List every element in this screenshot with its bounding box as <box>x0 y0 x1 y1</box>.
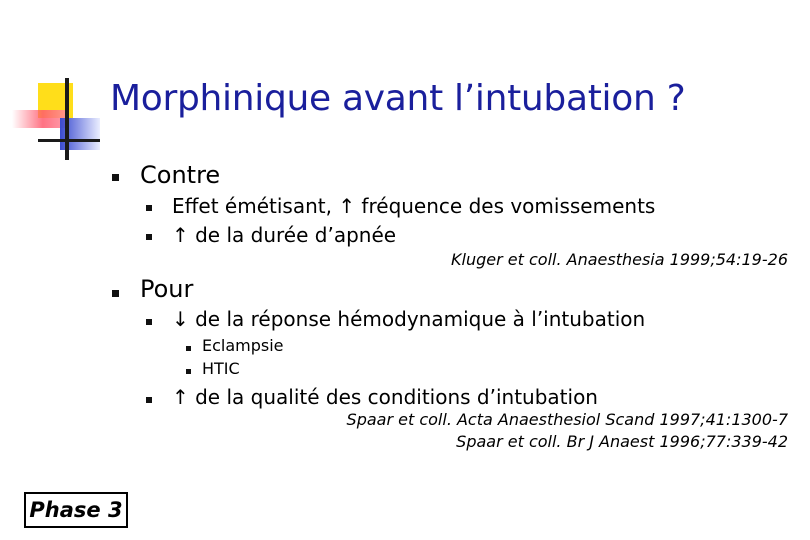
pour-subitem: HTIC <box>202 359 240 378</box>
bullet-icon <box>146 205 152 211</box>
slide-title: Morphinique avant l’intubation ? <box>110 78 686 119</box>
pour-subitem: Eclampsie <box>202 336 284 355</box>
pour-item: ↑ de la qualité des conditions d’intubation <box>172 385 598 409</box>
logo-horizontal-line <box>38 139 100 142</box>
bullet-icon <box>186 369 191 374</box>
pour-heading: Pour <box>140 275 194 303</box>
contre-item: Effet émétisant, ↑ fréquence des vomissements <box>172 194 656 218</box>
bullet-icon <box>146 234 152 240</box>
contre-heading: Contre <box>140 161 221 189</box>
phase-badge: Phase 3 <box>24 492 128 528</box>
bullet-icon <box>146 319 152 325</box>
contre-reference: Kluger et coll. Anaesthesia 1999;54:19-26 <box>451 250 788 269</box>
logo-vertical-line <box>65 78 69 160</box>
pour-item: ↓ de la réponse hémodynamique à l’intubation <box>172 307 646 331</box>
bullet-icon <box>146 397 152 403</box>
bullet-icon <box>112 174 119 181</box>
contre-item: ↑ de la durée d’apnée <box>172 223 397 247</box>
bullet-icon <box>186 346 191 351</box>
bullet-icon <box>112 290 119 297</box>
pour-reference: Spaar et coll. Br J Anaest 1996;77:339-42 <box>456 432 788 451</box>
pour-reference: Spaar et coll. Acta Anaesthesiol Scand 1997;41:1300-7 <box>346 410 788 429</box>
